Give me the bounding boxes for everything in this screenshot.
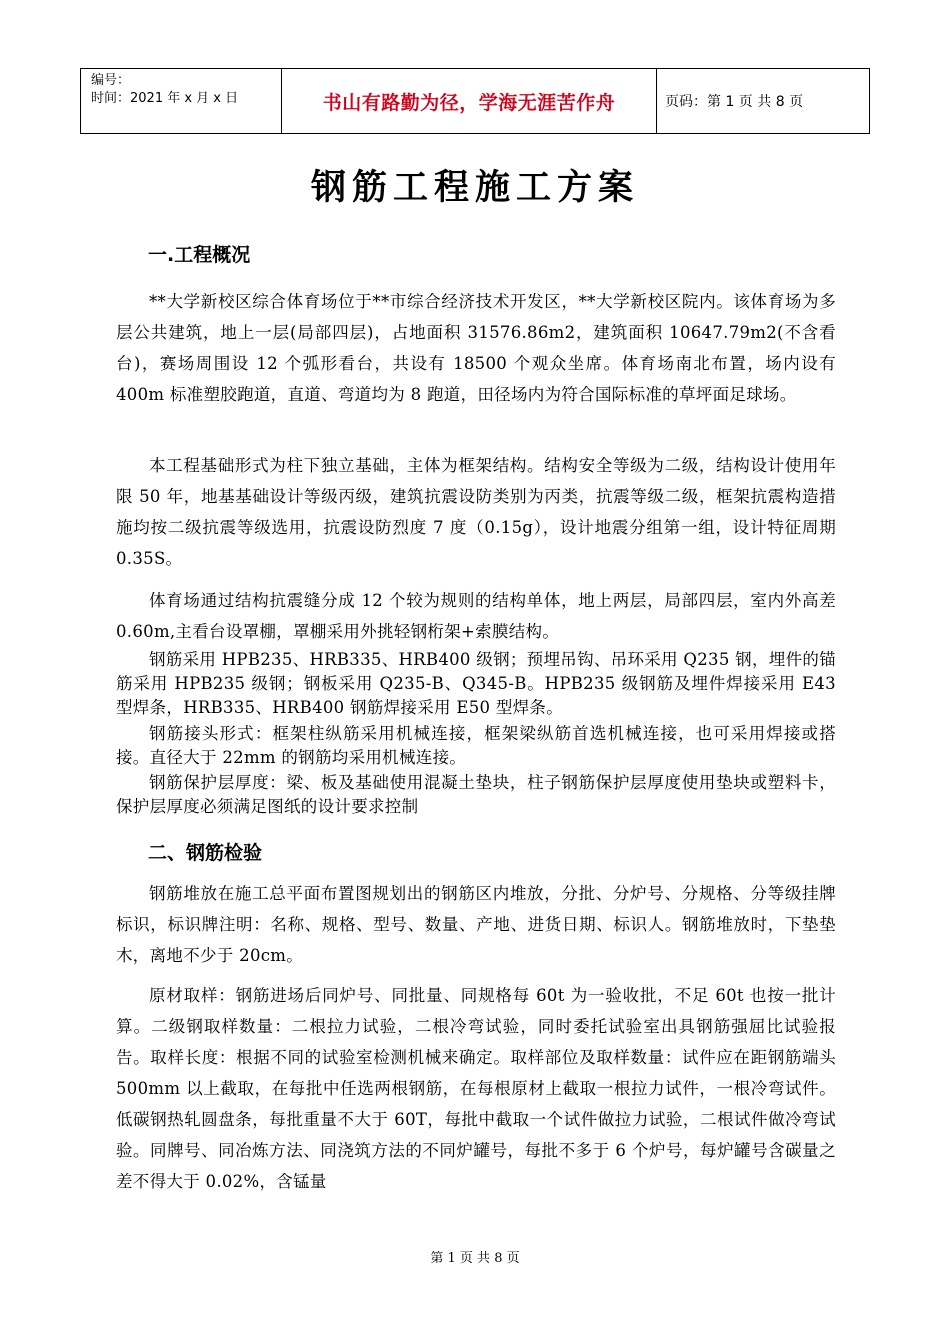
section1-paragraph: 钢筋接头形式：框架柱纵筋采用机械连接，框架梁纵筋首选机械连接，也可采用焊接或搭接。直径大于 22mm 的钢筋均采用机械连接。: [116, 724, 836, 767]
section1-paragraph: 钢筋保护层厚度：梁、板及基础使用混凝土垫块，柱子钢筋保护层厚度使用垫块或塑料卡，保护层厚度必须满足图纸的设计要求控制: [116, 773, 836, 816]
header-meta: [81, 69, 282, 133]
time-label: 时间：2021 年 x 月 x 日: [91, 91, 239, 106]
header-motto: 书山有路勤为径，学海无涯苦作舟: [282, 69, 657, 133]
section1-paragraph: **大学新校区综合体育场位于**市综合经济技术开发区，**大学新校区院内。该体育场为多层公共建筑，地上一层(局部四层)，占地面积 31576.86m2，建筑面积 10647.79m2(不含看台)，赛场周围设 12 个弧形看台，共设有 18500 个观众坐席。体育场南北布置，场内设有 400m 标准塑胶跑道，直道、弯道均为 8 跑道，田径场内为符合国际标准的草坪面足球场。: [116, 292, 836, 404]
document-title: 钢筋工程施工方案: [310, 168, 639, 208]
section2-heading: 二、钢筋检验: [148, 842, 263, 864]
section1-paragraph: 钢筋采用 HPB235、HRB335、HRB400 级钢；预埋吊钩、吊环采用 Q235 钢，埋件的锚筋采用 HPB235 级钢；钢板采用 Q235-B、Q345-B。HPB235 级钢筋及埋件焊接采用 E43 型焊条，HRB335、HRB400 钢筋焊接采用 E50 型焊条。: [116, 650, 836, 717]
section1-paragraph: 体育场通过结构抗震缝分成 12 个较为规则的结构单体，地上两层，局部四层，室内外高差 0.60m,主看台设罩棚，罩棚采用外挑轻钢桁架+索膜结构。: [116, 591, 836, 641]
serial-label: 编号：: [91, 73, 131, 88]
section1-heading: 一.工程概况: [148, 244, 251, 266]
header-page-info: 页码：第 1 页 共 8 页: [665, 94, 804, 110]
section1-paragraph: 本工程基础形式为柱下独立基础，主体为框架结构。结构安全等级为二级，结构设计使用年限 50 年，地基基础设计等级丙级，建筑抗震设防类别为丙类，抗震等级二级，框架抗震构造措施均按二级抗震等级选用，抗震设防烈度 7 度（0.15g），设计地震分组第一组，设计特征周期 0.35S。: [116, 456, 836, 568]
page-footer: 第 1 页 共 8 页: [430, 1251, 520, 1266]
section2-paragraph: 钢筋堆放在施工总平面布置图规划出的钢筋区内堆放，分批、分炉号、分规格、分等级挂牌标识，标识牌注明：名称、规格、型号、数量、产地、进货日期、标识人。钢筋堆放时，下垫垫木，离地不少于 20cm。: [116, 884, 836, 965]
section2-paragraph: 原材取样：钢筋进场后同炉号、同批量、同规格每 60t 为一验收批，不足 60t 也按一批计算。二级钢取样数量：二根拉力试验，二根冷弯试验，同时委托试验室出具钢筋强屈比试验报告。取样长度：根据不同的试验室检测机械来确定。取样部位及取样数量：试件应在距钢筋端头 500mm 以上截取，在每批中任选两根钢筋，在每根原材上截取一根拉力试件，一根冷弯试件。低碳钢热轧圆盘条，每批重量不大于 60T，每批中截取一个试件做拉力试验，二根试件做冷弯试验。同牌号、同冶炼方法、同浇筑方法的不同炉罐号，每批不多于 6 个炉号，每炉罐号含碳量之差不得大于 0.02%，含锰量: [116, 986, 836, 1191]
page-header: [80, 68, 870, 134]
